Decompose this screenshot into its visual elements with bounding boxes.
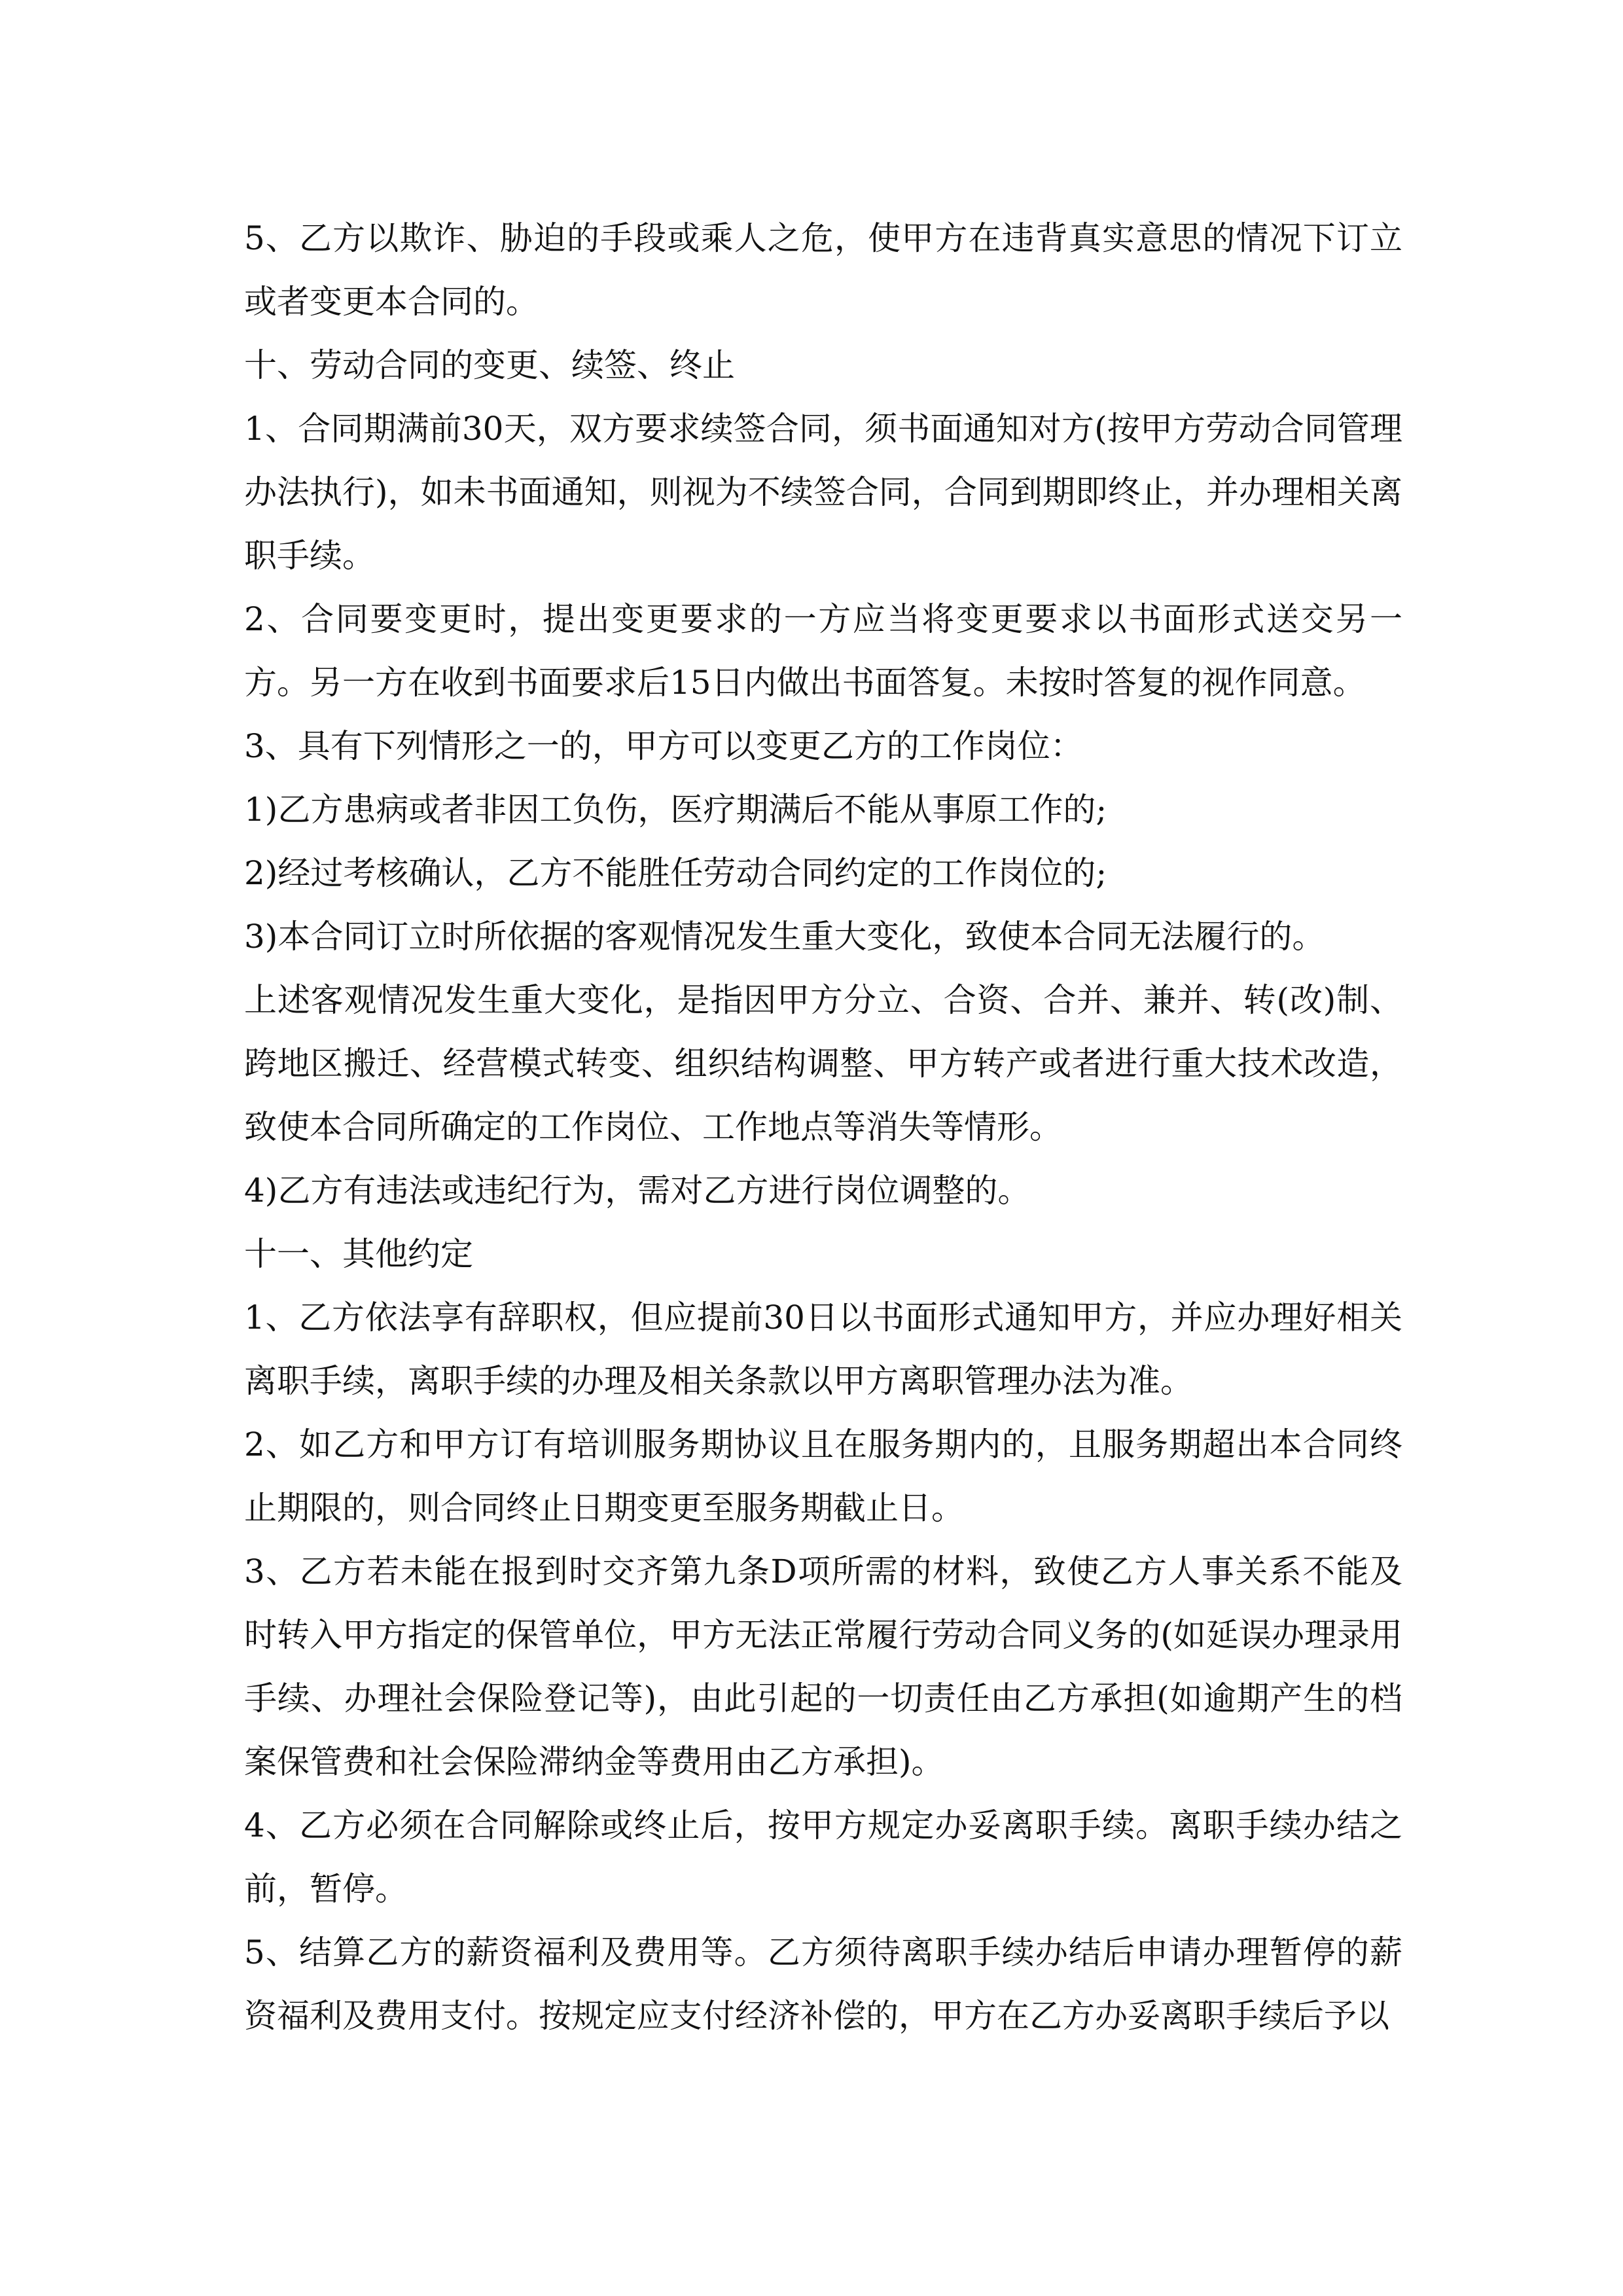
paragraph-subitem-1: 1)乙方患病或者非因工负伤，医疗期满后不能从事原工作的;: [244, 791, 1107, 829]
paragraph-subitem-3: 3)本合同订立时所依据的客观情况发生重大变化，致使本合同无法履行的。: [244, 918, 1325, 956]
section-heading-11: 十一、其他约定: [244, 1235, 473, 1273]
paragraph-objective-change: 上述客观情况发生重大变化，是指因甲方分立、合资、合并、兼并、转(改)制、跨地区搬迁、经营模式转变、组织结构调整、甲方转产或者进行重大技术改造，致使本合同所确定的工作岗位、工作地点等消失等情形。: [244, 981, 1402, 1146]
paragraph-resignation: 1、乙方依法享有辞职权，但应提前30日以书面形式通知甲方，并应办理好相关离职手续，离职手续的办理及相关条款以甲方离职管理办法为准。: [244, 1299, 1402, 1400]
paragraph-training-period: 2、如乙方和甲方订有培训服务期协议且在服务期内的，且服务期超出本合同终止期限的，则合同终止日期变更至服务期截止日。: [244, 1426, 1402, 1527]
paragraph-subitem-2: 2)经过考核确认，乙方不能胜任劳动合同约定的工作岗位的;: [244, 854, 1107, 892]
paragraph-item-5-fraud: 5、乙方以欺诈、胁迫的手段或乘人之危，使甲方在违背真实意思的情况下订立或者变更本合同的。: [244, 219, 1402, 321]
paragraph-materials: 3、乙方若未能在报到时交齐第九条D项所需的材料，致使乙方人事关系不能及时转入甲方指定的保管单位，甲方无法正常履行劳动合同义务的(如延误办理录用手续、办理社会保险登记等)，由此引起的一切责任由乙方承担(如逾期产生的档案保管费和社会保险滞纳金等费用由乙方承担)。: [244, 1552, 1402, 1781]
paragraph-position-change: 3、具有下列情形之一的，甲方可以变更乙方的工作岗位：: [244, 727, 1083, 765]
section-heading-10: 十、劳动合同的变更、续签、终止: [244, 346, 735, 384]
document-body: [244, 207, 1402, 2048]
paragraph-renewal: 1、合同期满前30天，双方要求续签合同，须书面通知对方(按甲方劳动合同管理办法执行)，如未书面通知，则视为不续签合同，合同到期即终止，并办理相关离职手续。: [244, 410, 1402, 575]
paragraph-departure: 4、乙方必须在合同解除或终止后，按甲方规定办妥离职手续。离职手续办结之前，暂停。: [244, 1806, 1402, 1908]
paragraph-subitem-4: 4)乙方有违法或违纪行为，需对乙方进行岗位调整的。: [244, 1172, 1031, 1210]
paragraph-settlement: 5、结算乙方的薪资福利及费用等。乙方须待离职手续办结后申请办理暂停的薪资福利及费用支付。按规定应支付经济补偿的，甲方在乙方办妥离职手续后予以: [244, 1933, 1402, 2035]
paragraph-change-request: 2、合同要变更时，提出变更要求的一方应当将变更要求以书面形式送交另一方。另一方在收到书面要求后15日内做出书面答复。未按时答复的视作同意。: [244, 600, 1402, 702]
